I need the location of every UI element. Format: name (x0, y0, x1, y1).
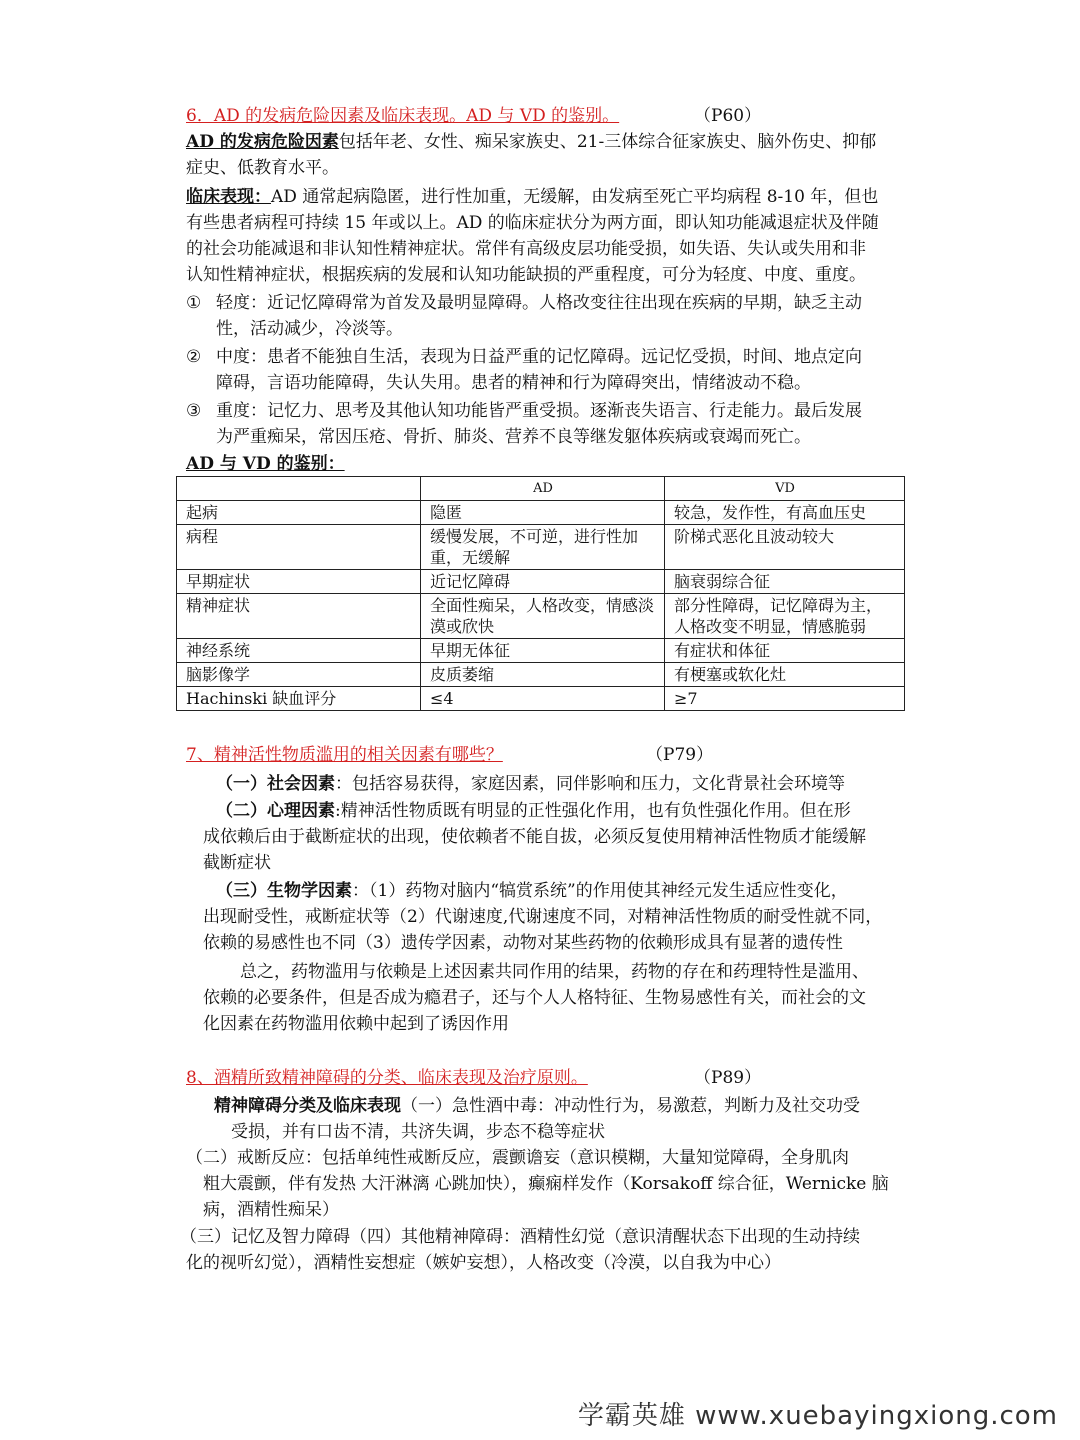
table-cell: 阶梯式恶化且波动较大 (665, 525, 905, 570)
q7-summary-line1: 总之，药物滥用与依赖是上述因素共同作用的结果，药物的存在和药理特性是滥用、 (240, 962, 869, 982)
q6-clin-label: 临床表现： (186, 187, 271, 207)
q7-psych-line1 (216, 800, 851, 822)
q7-bio-text1: ：（1）药物对脑内“犒赏系统”的作用使其神经元发生适应性变化， (352, 881, 848, 901)
table-header-cell: AD (421, 477, 665, 501)
table-row (177, 570, 905, 594)
table-cell: 有梗塞或软化灶 (665, 663, 905, 687)
q7-psych-label: （二）心理因素 (216, 801, 335, 821)
q6-clin-line2: 有些患者病程可持续 15 年或以上。AD 的临床症状分为两方面，即认知功能减退症状及伴随 (186, 213, 879, 233)
stage-3-num: ③ (186, 401, 202, 421)
stage-2-line1: 中度：患者不能独自生活，表现为日益严重的记忆障碍。远记忆受损，时间、地点定向 (216, 347, 862, 367)
table-cell: 早期无体征 (421, 639, 665, 663)
table-header-cell (177, 477, 421, 501)
q7-bio-label: （三）生物学因素 (216, 881, 352, 901)
q7-psych-text1: :精神活性物质既有明显的正性强化作用，也有负性强化作用。但在形 (335, 801, 851, 821)
table-row (177, 639, 905, 663)
table-cell: ≥7 (665, 687, 905, 711)
q6-risk-text1: 包括年老、女性、痴呆家族史、21-三体综合征家族史、脑外伤史、抑郁 (338, 132, 877, 152)
q8-line3: （二）戒断反应：包括单纯性戒断反应，震颤谵妄（意识模糊，大量知觉障碍，全身肌肉 (186, 1148, 849, 1168)
stage-2-line2: 障碍，言语功能障碍，失认失用。患者的精神和行为障碍突出，情绪波动不稳。 (216, 373, 811, 393)
stage-3-line2: 为严重痴呆，常因压疮、骨折、肺炎、营养不良等继发躯体疾病或衰竭而死亡。 (216, 427, 811, 447)
q7-social-label: （一）社会因素 (216, 774, 335, 794)
q7-psych-line2: 成依赖后由于截断症状的出现，使依赖者不能自拔，必须反复使用精神活性物质才能缓解 (203, 827, 866, 847)
table-cell: 有症状和体征 (665, 639, 905, 663)
q7-title: 7、精神活性物质滥用的相关因素有哪些？ (186, 745, 503, 765)
q7-social-text: ：包括容易获得，家庭因素，同伴影响和压力，文化背景社会环境等 (335, 774, 845, 794)
q6-table-label-text: AD 与 VD 的鉴别： (186, 454, 345, 474)
q8-line5: 病，酒精性痴呆） (203, 1200, 339, 1220)
q8-page-ref: （P89） (694, 1068, 762, 1088)
table-row (177, 525, 905, 570)
q6-clin-text1: AD 通常起病隐匿，进行性加重，无缓解，由发病至死亡平均病程 8-10 年，但也 (271, 187, 879, 207)
q8-line1-text: （一）急性酒中毒：冲动性行为，易激惹，判断力及社交功受 (401, 1096, 860, 1116)
q7-bio-line3: 依赖的易感性也不同（3）遗传学因素，动物对某些药物的依赖形成具有显著的遗传性 (203, 933, 843, 953)
q7-bio-line1 (216, 880, 848, 902)
table-cell: 皮质萎缩 (421, 663, 665, 687)
stage-2-num: ② (186, 347, 202, 367)
table-cell: 病程 (177, 525, 421, 570)
table-cell: Hachinski 缺血评分 (177, 687, 421, 711)
table-cell: 近记忆障碍 (421, 570, 665, 594)
table-cell: 神经系统 (177, 639, 421, 663)
q6-title: 6．AD 的发病危险因素及临床表现。AD 与 VD 的鉴别。 (186, 106, 620, 126)
table-cell: 早期症状 (177, 570, 421, 594)
q8-line4: 粗大震颤，伴有发热 大汗淋漓 心跳加快），癫痫样发作（Korsakoff 综合征，Wernicke 脑 (203, 1174, 889, 1194)
q6-clin-line1 (186, 186, 878, 208)
q8-line7: 化的视听幻觉），酒精性妄想症（嫉妒妄想），人格改变（冷漠，以自我为中心） (186, 1253, 781, 1273)
table-row (177, 687, 905, 711)
table-cell: 脑影像学 (177, 663, 421, 687)
q7-bio-line2: 出现耐受性，戒断症状等（2）代谢速度,代谢速度不同，对精神活性物质的耐受性就不同， (203, 907, 883, 927)
site-watermark: 学霸英雄 www.xuebayingxiong.com (577, 1401, 1058, 1431)
q6-clin-line3: 的社会功能减退和非认知性精神症状。常伴有高级皮层功能受损，如失语、失认或失用和非 (186, 239, 866, 259)
table-row (177, 594, 905, 639)
q8-line2: 受损，并有口齿不清，共济失调，步态不稳等症状 (231, 1122, 605, 1142)
table-row (177, 501, 905, 525)
stage-1-line1: 轻度：近记忆障碍常为首发及最明显障碍。人格改变往往出现在疾病的早期，缺乏主动 (216, 293, 862, 313)
stage-1-line2: 性，活动减少，冷淡等。 (216, 319, 403, 339)
table-header-cell: VD (665, 477, 905, 501)
q8-line1 (214, 1095, 860, 1117)
table-cell: 较急，发作性，有高血压史 (665, 501, 905, 525)
ad-vd-comparison-table (176, 476, 905, 711)
table-cell: 全面性痴呆，人格改变，情感淡漠或欣快 (421, 594, 665, 639)
q7-psych-line3: 截断症状 (203, 853, 271, 873)
table-row (177, 663, 905, 687)
q6-table-label (186, 453, 345, 475)
q8-title: 8、酒精所致精神障碍的分类、临床表现及治疗原则。 (186, 1068, 588, 1088)
stage-3-line1: 重度：记忆力、思考及其他认知功能皆严重受损。逐渐丧失语言、行走能力。最后发展 (216, 401, 862, 421)
table-cell: 缓慢发展，不可逆，进行性加重，无缓解 (421, 525, 665, 570)
table-cell: 精神症状 (177, 594, 421, 639)
q6-risk-line1 (186, 131, 876, 153)
q7-summary-line2: 依赖的必要条件，但是否成为瘾君子，还与个人人格特征、生物易感性有关，而社会的文 (203, 988, 866, 1008)
q7-summary-line3: 化因素在药物滥用依赖中起到了诱因作用 (203, 1014, 509, 1034)
q6-clin-line4: 认知性精神症状，根据疾病的发展和认知功能缺损的严重程度，可分为轻度、中度、重度。 (186, 265, 866, 285)
table-cell: 脑衰弱综合征 (665, 570, 905, 594)
q7-page-ref: （P79） (646, 745, 714, 765)
q6-risk-label: AD 的发病危险因素 (186, 132, 339, 152)
table-cell: 起病 (177, 501, 421, 525)
q6-risk-line2: 症史、低教育水平。 (186, 158, 339, 178)
q8-label: 精神障碍分类及临床表现 (214, 1096, 401, 1116)
q7-social-line (216, 773, 845, 795)
stage-1-num: ① (186, 293, 202, 313)
table-header-row (177, 477, 905, 501)
table-cell: 隐匿 (421, 501, 665, 525)
table-cell: 部分性障碍，记忆障碍为主，人格改变不明显，情感脆弱 (665, 594, 905, 639)
q6-page-ref: （P60） (694, 106, 762, 126)
q8-line6: （三）记忆及智力障碍（四）其他精神障碍：酒精性幻觉（意识清醒状态下出现的生动持续 (180, 1227, 860, 1247)
table-cell: ≤4 (421, 687, 665, 711)
